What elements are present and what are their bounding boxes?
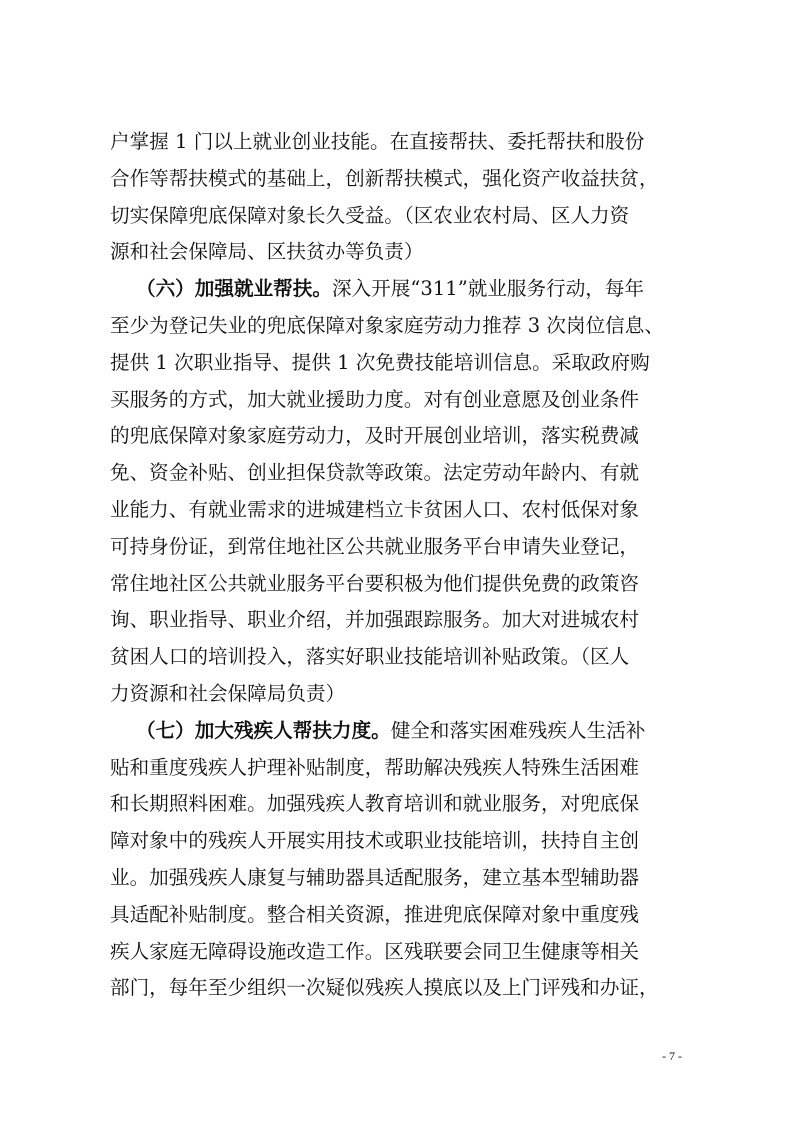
text-line: 业能力、有就业需求的进城建档立卡贫困人口、农村低保对象 <box>110 497 640 521</box>
text-line: 贫困人口的培训投入，落实好职业技能培训补贴政策。（区人 <box>110 645 630 669</box>
text-line: 力资源和社会保障局负责） <box>110 681 346 705</box>
text-line: 源和社会保障局、区扶贫办等负责） <box>110 240 424 264</box>
section-6-first-line <box>110 271 695 308</box>
section-6-lead: 深入开展 <box>331 277 411 301</box>
text-line: 切实保障兜底保障对象长久受益。（区农业农村局、区人力资 <box>110 203 630 227</box>
text-line: 常住地社区公共就业服务平台要积极为他们提供免费的政策咨 <box>110 571 640 595</box>
text-line: 可持身份证，到常住地社区公共就业服务平台申请失业登记， <box>110 534 640 558</box>
text-line: 和长期照料困难。加强残疾人教育培训和就业服务，对兜底保 <box>110 792 640 816</box>
section-6-heading: （六）加强就业帮扶。 <box>136 277 332 301</box>
text-line: 贴和重度残疾人护理补贴制度，帮助解决残疾人特殊生活困难 <box>110 755 640 779</box>
text-line: 买服务的方式，加大就业援助力度。对有创业意愿及创业条件 <box>110 387 640 411</box>
text-line: 的兜底保障对象家庭劳动力，及时开展创业培训，落实税费减 <box>110 424 640 448</box>
text-line: 疾人家庭无障碍设施改造工作。区残联要会同卫生健康等相关 <box>110 939 640 963</box>
text-line: 提供 1 次职业指导、提供 1 次免费技能培训信息。采取政府购 <box>110 350 650 374</box>
text-line: 至少为登记失业的兜底保障对象家庭劳动力推荐 3 次岗位信息、 <box>110 313 664 337</box>
text-line: 障对象中的残疾人开展实用技术或职业技能培训，扶持自主创 <box>110 829 640 853</box>
text-line: 免、资金补贴、创业担保贷款等政策。法定劳动年龄内、有就 <box>110 461 640 485</box>
text-line-continuation: “311”就业服务行动，每年 <box>410 277 645 301</box>
page-number: - 7 - <box>662 1049 682 1063</box>
body-text <box>110 124 695 1007</box>
text-line: 合作等帮扶模式的基础上，创新帮扶模式，强化资产收益扶贫， <box>110 166 659 190</box>
text-line: 部门，每年至少组织一次疑似残疾人摸底以及上门评残和办证， <box>110 976 659 1000</box>
section-7-heading: （七）加大残疾人帮扶力度。 <box>136 718 391 742</box>
text-line: 询、职业指导、职业介绍，并加强跟踪服务。加大对进城农村 <box>110 608 640 632</box>
section-7-first-line <box>110 713 695 750</box>
text-line: 具适配补贴制度。整合相关资源，推进兜底保障对象中重度残 <box>110 902 640 926</box>
text-line: 户掌握 1 门以上就业创业技能。在直接帮扶、委托帮扶和股份 <box>110 130 645 153</box>
text-line-continuation: 健全和落实困难残疾人生活补 <box>390 718 646 742</box>
text-line: 业。加强残疾人康复与辅助器具适配服务，建立基本型辅助器 <box>110 865 640 889</box>
